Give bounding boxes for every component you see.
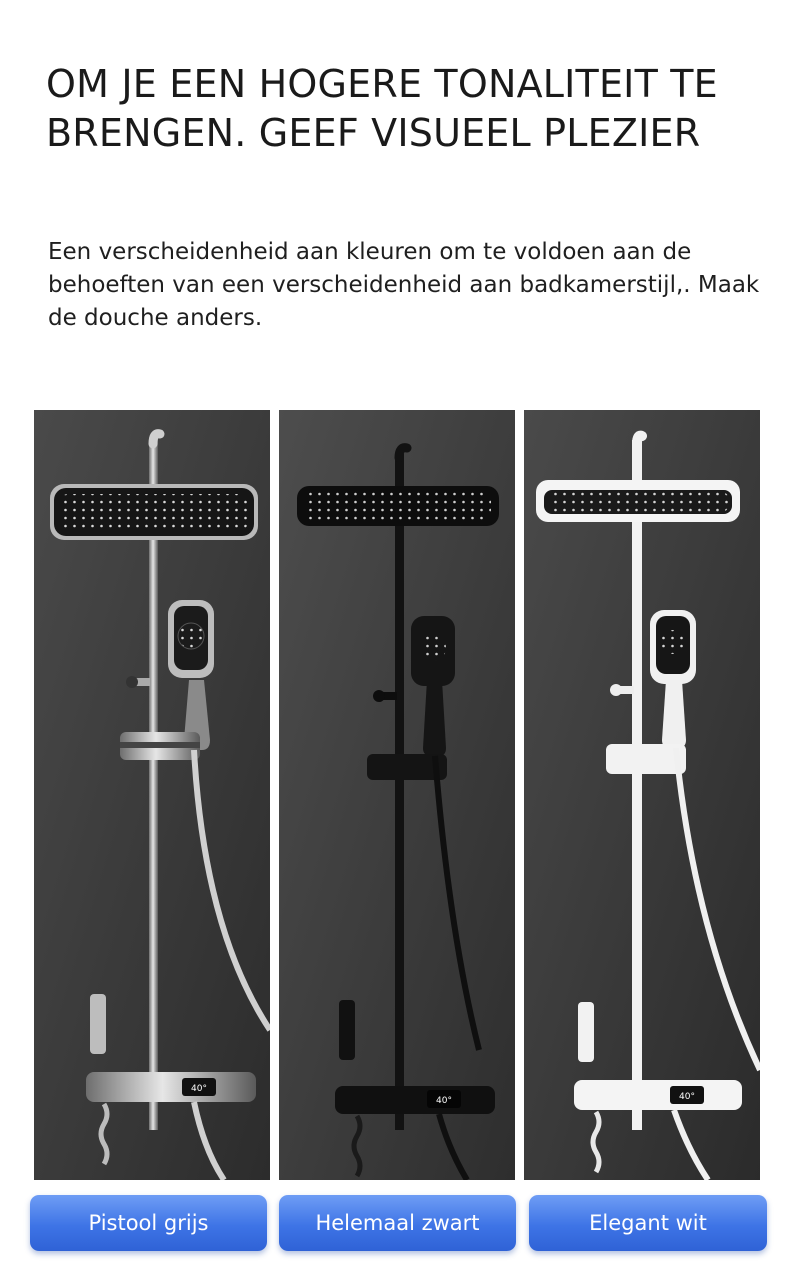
product-image-all-black [279, 410, 515, 1180]
temperature-display: 40° [436, 1096, 452, 1106]
variant-button-elegant-white[interactable]: Elegant wit [529, 1195, 767, 1251]
product-image-gunmetal-grey [34, 410, 270, 1180]
page-description: Een verscheidenheid aan kleuren om te voldoen aan de behoeften van een verscheidenheid aan badkamerstijl,. Maak de douche anders. [48, 239, 760, 331]
temperature-display: 40° [191, 1084, 207, 1094]
page-title: OM JE EEN HOGERE TONALITEIT TE BRENGEN. GEEF VISUEEL PLEZIER [46, 62, 718, 155]
temperature-display: 40° [679, 1092, 695, 1102]
variant-button-gunmetal-grey[interactable]: Pistool grijs [30, 1195, 267, 1251]
variant-button-all-black[interactable]: Helemaal zwart [279, 1195, 516, 1251]
product-image-elegant-white [524, 410, 760, 1180]
